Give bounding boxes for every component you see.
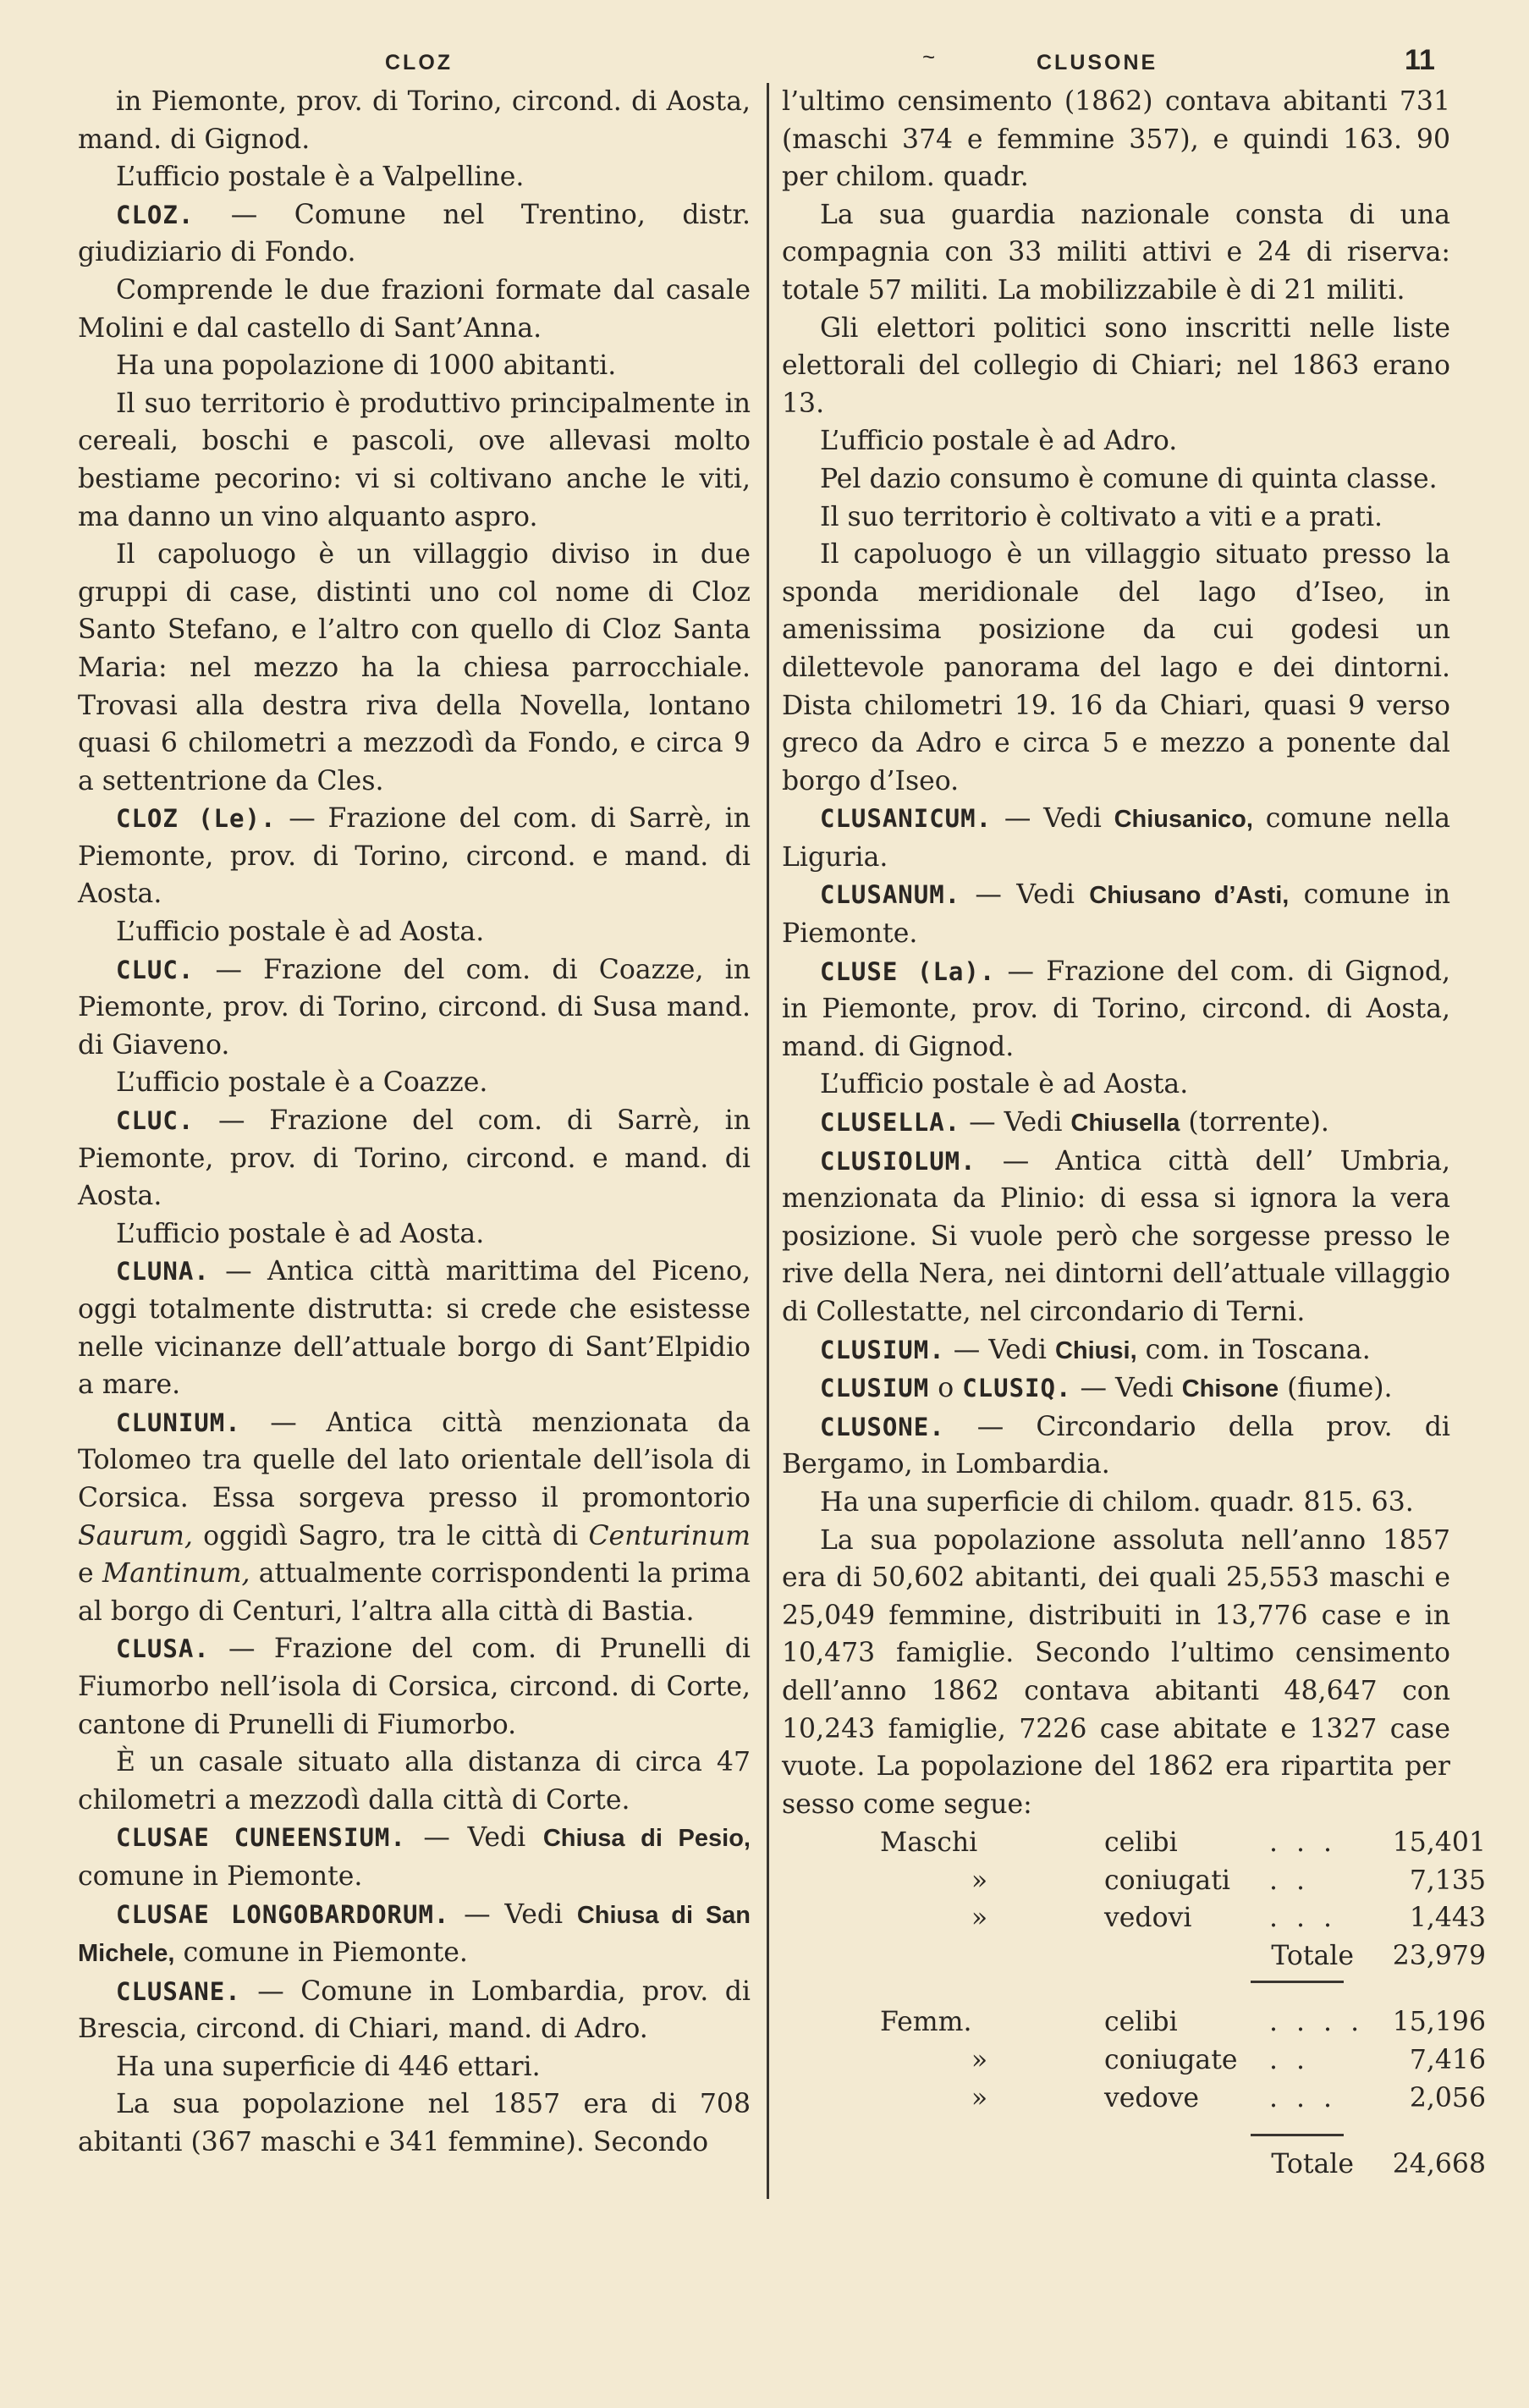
row-label: » bbox=[971, 2044, 988, 2075]
row-value: 2,056 bbox=[1409, 2082, 1486, 2113]
row-leader: . . . bbox=[1269, 1827, 1338, 1858]
row-leader: . . . bbox=[1269, 2082, 1338, 2113]
entry-headword: CLUSIQ. bbox=[962, 1374, 1072, 1403]
entry-headword: CLUSIUM bbox=[820, 1374, 930, 1403]
entry-text: — Frazione del com. di Gignod, in Piemonte, prov. di Torino, circond. di Aosta, mand. di Gignod. bbox=[782, 956, 1450, 1062]
entry-text: attualmente corrispondenti la prima al borgo di Centuri, l’altra alla città di Bastia. bbox=[78, 1558, 751, 1627]
cross-reference: Chiusella bbox=[1070, 1110, 1180, 1138]
entry-text: (fiume). bbox=[1279, 1373, 1393, 1404]
entry-text: — Frazione del com. di Sarrè, in Piemonte, prov. di Torino, circond. e mand. di Aosta. bbox=[78, 803, 751, 910]
text-paragraph bbox=[78, 272, 751, 347]
row-sublabel: celibi bbox=[1104, 1827, 1178, 1858]
population-row bbox=[880, 1824, 1486, 1862]
entry-text: comune in Piemonte. bbox=[782, 879, 1450, 950]
females-total-row bbox=[880, 2146, 1486, 2184]
entry-paragraph bbox=[78, 951, 751, 1065]
text-paragraph bbox=[78, 1064, 751, 1102]
total-label: Totale bbox=[1271, 2149, 1354, 2180]
entry-paragraph bbox=[782, 1104, 1450, 1143]
running-header bbox=[0, 44, 1529, 86]
entry-text: La sua guardia nazionale consta di una compagnia con 33 militi attivi e 24 di riserva: totale 57 militi. La mobilizzabile è di 21 militi. bbox=[782, 199, 1450, 306]
entry-headword: CLUSONE. bbox=[820, 1412, 945, 1441]
text-paragraph bbox=[782, 1522, 1450, 1824]
row-value: 15,401 bbox=[1392, 1827, 1486, 1858]
population-row bbox=[880, 1899, 1486, 1937]
entry-text: L’ufficio postale è ad Aosta. bbox=[116, 917, 485, 948]
entry-text: — Comune in Lombardia, prov. di Brescia, circond. di Chiari, mand. di Adro. bbox=[78, 1975, 751, 2045]
entry-headword: CLUNIUM. bbox=[116, 1408, 241, 1437]
entry-text: — Circondario della prov. di Bergamo, in Lombardia. bbox=[782, 1411, 1450, 1480]
entry-text: — Vedi bbox=[449, 1898, 577, 1930]
entry-text: L’ufficio postale è ad Aosta. bbox=[820, 1069, 1189, 1100]
entry-paragraph bbox=[78, 1404, 751, 1631]
entry-text: — Vedi bbox=[944, 1334, 1055, 1365]
entry-paragraph bbox=[78, 1253, 751, 1403]
text-paragraph bbox=[782, 536, 1450, 800]
males-total-row bbox=[880, 1937, 1486, 1975]
entry-paragraph bbox=[782, 1369, 1450, 1408]
row-value: 7,135 bbox=[1409, 1865, 1486, 1896]
total-value: 24,668 bbox=[1392, 2149, 1486, 2180]
population-row bbox=[880, 2080, 1486, 2118]
entry-headword: CLUSIUM. bbox=[820, 1335, 945, 1364]
entry-headword: CLUC. bbox=[116, 955, 195, 984]
header-right-title: CLUSONE bbox=[1037, 51, 1158, 74]
entry-headword: CLOZ. bbox=[116, 200, 195, 229]
entry-text: com. in Toscana. bbox=[1136, 1334, 1371, 1365]
row-leader: . . bbox=[1269, 2044, 1311, 2075]
entry-paragraph bbox=[78, 1630, 751, 1744]
total-rule bbox=[1251, 1981, 1344, 1983]
text-paragraph bbox=[782, 83, 1450, 196]
text-paragraph bbox=[782, 460, 1450, 499]
entry-text: — Vedi bbox=[960, 1107, 1071, 1138]
total-rule bbox=[1251, 2134, 1344, 2136]
entry-paragraph bbox=[782, 800, 1450, 876]
right-column bbox=[782, 83, 1450, 1823]
entry-text: — Antica città dell’ Umbria, menzionata da Plinio: di essa si ignora la vera posizione. Si vuole però che sorgesse presso le rive della Nera, nei dintorni dell’attuale villaggio di Collestatte, nel circondario di Terni. bbox=[782, 1145, 1450, 1327]
entry-headword: CLUC. bbox=[116, 1106, 195, 1136]
entry-text: L’ufficio postale è ad Adro. bbox=[820, 426, 1178, 457]
population-row bbox=[880, 1862, 1486, 1900]
entry-text: Il suo territorio è produttivo principalmente in cereali, boschi e pascoli, ove allevasi molto bestiame pecorino: vi si coltivano anche le viti, ma danno un vino alquanto aspro. bbox=[78, 388, 751, 532]
italic-name: Centurinum bbox=[588, 1520, 751, 1551]
entry-paragraph bbox=[782, 1408, 1450, 1484]
header-left-title: CLOZ bbox=[385, 51, 454, 74]
cross-reference: Chisone bbox=[1181, 1375, 1279, 1403]
entry-headword: CLUSIOLUM. bbox=[820, 1146, 976, 1176]
population-table bbox=[880, 1824, 1486, 2184]
text-paragraph bbox=[782, 310, 1450, 423]
cross-reference: Chiusa di San Michele, bbox=[78, 1901, 751, 1968]
entry-text: — Comune nel Trentino, distr. giudiziario di Fondo. bbox=[78, 199, 751, 268]
entry-text: l’ultimo censimento (1862) contava abitanti 731 (maschi 374 e femmine 357), e quindi 163. 90 per chilom. quadr. bbox=[782, 86, 1450, 193]
entry-text: L’ufficio postale è ad Aosta. bbox=[116, 1218, 485, 1249]
entry-text: — Vedi bbox=[1071, 1373, 1182, 1404]
entry-text: (torrente). bbox=[1180, 1107, 1329, 1138]
entry-paragraph bbox=[78, 1819, 751, 1895]
entry-text: — Vedi bbox=[992, 803, 1114, 835]
column-divider bbox=[767, 83, 769, 2199]
text-paragraph bbox=[78, 83, 751, 158]
entry-text: La sua popolazione nel 1857 era di 708 abitanti (367 maschi e 341 femmine). Secondo bbox=[78, 2089, 751, 2158]
total-value: 23,979 bbox=[1392, 1940, 1486, 1971]
entry-paragraph bbox=[78, 1896, 751, 1973]
row-leader: . . bbox=[1269, 1865, 1311, 1896]
entry-text: Il capoluogo è un villaggio diviso in due gruppi di case, distinti uno col nome di Cloz Santo Stefano, e l’altro con quello di Cloz Santa Maria: nel mezzo ha la chiesa parrocchiale. Trovasi alla destra riva della Novella, lontano quasi 6 chilometri a mezzodì da Fondo, e circa 9 a settentrione da Cles. bbox=[78, 539, 751, 796]
entry-text: comune nella Liguria. bbox=[782, 803, 1451, 873]
entry-text: L’ufficio postale è a Valpelline. bbox=[116, 162, 525, 193]
entry-text: — Antica città marittima del Piceno, oggi totalmente distrutta: si crede che esistesse nelle vicinanze dell’attuale borgo di Sant’Elpidio a mare. bbox=[78, 1256, 751, 1401]
entry-text: comune in Piemonte. bbox=[78, 1860, 363, 1892]
entry-headword: CLUSAE CUNEENSIUM. bbox=[116, 1823, 406, 1853]
entry-text: — Vedi bbox=[960, 879, 1090, 911]
entry-text: Il capoluogo è un villaggio situato presso la sponda meridionale del lago d’Iseo, in amenissima posizione da cui godesi un dilettevole panorama del lago e dei dintorni. Dista chilometri 19. 16 da Chiari, quasi 9 verso greco da Adro e circa 5 e mezzo a ponente dal borgo d’Iseo. bbox=[782, 539, 1450, 796]
header-mark: ~ bbox=[922, 44, 936, 69]
entry-text: in Piemonte, prov. di Torino, circond. di Aosta, mand. di Gignod. bbox=[78, 86, 751, 155]
page-number: 11 bbox=[1405, 44, 1435, 76]
text-paragraph bbox=[78, 347, 751, 385]
population-row bbox=[880, 2042, 1486, 2080]
entry-headword: CLUSA. bbox=[116, 1634, 210, 1664]
entry-text: Ha una popolazione di 1000 abitanti. bbox=[116, 350, 617, 382]
text-paragraph bbox=[78, 1215, 751, 1254]
entry-text: comune in Piemonte. bbox=[174, 1937, 468, 1969]
entry-text: Ha una superficie di chilom. quadr. 815. 63. bbox=[820, 1486, 1414, 1518]
row-label: » bbox=[971, 1865, 988, 1896]
row-value: 1,443 bbox=[1409, 1903, 1486, 1934]
entry-text: oggidì Sagro, tra le città di bbox=[192, 1520, 589, 1551]
entry-text: — Frazione del com. di Prunelli di Fiumorbo nell’isola di Corsica, circond. di Corte, cantone di Prunelli di Fiumorbo. bbox=[78, 1634, 751, 1740]
row-label: » bbox=[971, 2082, 988, 2113]
entry-headword: CLUSANICUM. bbox=[820, 804, 993, 834]
row-sublabel: coniugati bbox=[1104, 1865, 1230, 1896]
cross-reference: Chiusa di Pesio, bbox=[542, 1825, 751, 1853]
text-paragraph bbox=[78, 2048, 751, 2086]
row-sublabel: coniugate bbox=[1104, 2044, 1238, 2075]
total-label: Totale bbox=[1271, 1940, 1354, 1971]
population-row bbox=[880, 2003, 1486, 2042]
entry-paragraph bbox=[782, 1143, 1450, 1331]
entry-text: — Antica città menzionata da Tolomeo tra quelle del lato orientale dell’isola di Corsica. Essa sorgeva presso il promontorio bbox=[78, 1407, 751, 1513]
row-label: » bbox=[971, 1903, 988, 1934]
text-paragraph bbox=[78, 536, 751, 800]
entry-paragraph bbox=[78, 196, 751, 272]
entry-headword: CLUNA. bbox=[116, 1257, 210, 1287]
entry-text: La sua popolazione assoluta nell’anno 1857 era di 50,602 abitanti, dei quali 25,553 maschi e 25,049 femmine, distribuiti in 13,776 case e in 10,473 famiglie. Secondo l’ultimo censimento dell’anno 1862 contava abitanti 48,647 con 10,243 famiglie, 7226 case abitate e 1327 case vuote. La popolazione del 1862 era ripartita per sesso come segue: bbox=[782, 1524, 1450, 1820]
entry-headword: CLUSELLA. bbox=[820, 1108, 961, 1138]
left-column bbox=[78, 83, 751, 2162]
text-paragraph bbox=[78, 1744, 751, 1819]
entry-paragraph bbox=[782, 876, 1450, 952]
row-sublabel: celibi bbox=[1104, 2007, 1178, 2038]
italic-name: Mantinum, bbox=[102, 1558, 250, 1590]
entry-text: — Frazione del com. di Sarrè, in Piemonte, prov. di Torino, circond. e mand. di Aosta. bbox=[78, 1105, 751, 1212]
entry-text: Comprende le due frazioni formate dal casale Molini e dal castello di Sant’Anna. bbox=[78, 274, 751, 344]
text-paragraph bbox=[78, 2086, 751, 2161]
entry-text: L’ufficio postale è a Coazze. bbox=[116, 1067, 488, 1099]
entry-text: È un casale situato alla distanza di circa 47 chilometri a mezzodì dalla città di Corte. bbox=[78, 1747, 751, 1816]
row-value: 7,416 bbox=[1409, 2044, 1486, 2075]
cross-reference: Chiusano d’Asti, bbox=[1089, 882, 1290, 910]
entry-text: Pel dazio consumo è comune di quinta classe. bbox=[820, 463, 1438, 494]
entry-headword: CLUSAE LONGOBARDORUM. bbox=[116, 1899, 450, 1929]
text-paragraph bbox=[78, 385, 751, 536]
entry-headword: CLUSANE. bbox=[116, 1976, 241, 2006]
row-leader: . . . . bbox=[1269, 2007, 1365, 2038]
row-label: Maschi bbox=[880, 1827, 978, 1858]
entry-headword: CLUSANUM. bbox=[820, 880, 961, 910]
text-paragraph bbox=[78, 158, 751, 196]
text-paragraph bbox=[782, 1066, 1450, 1104]
text-paragraph bbox=[782, 196, 1450, 310]
entry-paragraph bbox=[78, 1973, 751, 2048]
row-leader: . . . bbox=[1269, 1903, 1338, 1934]
cross-reference: Chiusi, bbox=[1054, 1336, 1137, 1364]
entry-paragraph bbox=[78, 1102, 751, 1215]
entry-paragraph bbox=[782, 1331, 1450, 1370]
entry-text: — Vedi bbox=[405, 1822, 543, 1854]
entry-text: Gli elettori politici sono inscritti nelle liste elettorali del collegio di Chiari; nel 1863 erano 13. bbox=[782, 312, 1450, 419]
entry-text: o bbox=[929, 1373, 963, 1404]
italic-name: Saurum, bbox=[78, 1520, 193, 1551]
row-sublabel: vedove bbox=[1104, 2082, 1200, 2113]
entry-headword: CLUSE (La). bbox=[820, 956, 996, 986]
row-value: 15,196 bbox=[1392, 2007, 1486, 2038]
entry-text: e bbox=[78, 1558, 102, 1590]
text-paragraph bbox=[78, 913, 751, 951]
text-paragraph bbox=[782, 1484, 1450, 1522]
cross-reference: Chiusanico, bbox=[1114, 806, 1253, 834]
text-paragraph bbox=[782, 499, 1450, 537]
entry-paragraph bbox=[78, 800, 751, 913]
row-sublabel: vedovi bbox=[1104, 1903, 1192, 1934]
entry-text: Il suo territorio è coltivato a viti e a prati. bbox=[820, 501, 1383, 532]
entry-text: — Frazione del com. di Coazze, in Piemonte, prov. di Torino, circond. di Susa mand. di Giaveno. bbox=[78, 954, 751, 1061]
text-paragraph bbox=[782, 422, 1450, 460]
entry-text: Ha una superficie di 446 ettari. bbox=[116, 2051, 541, 2082]
row-label: Femm. bbox=[880, 2007, 972, 2038]
entry-headword: CLOZ (Le). bbox=[116, 804, 277, 834]
entry-paragraph bbox=[782, 953, 1450, 1066]
